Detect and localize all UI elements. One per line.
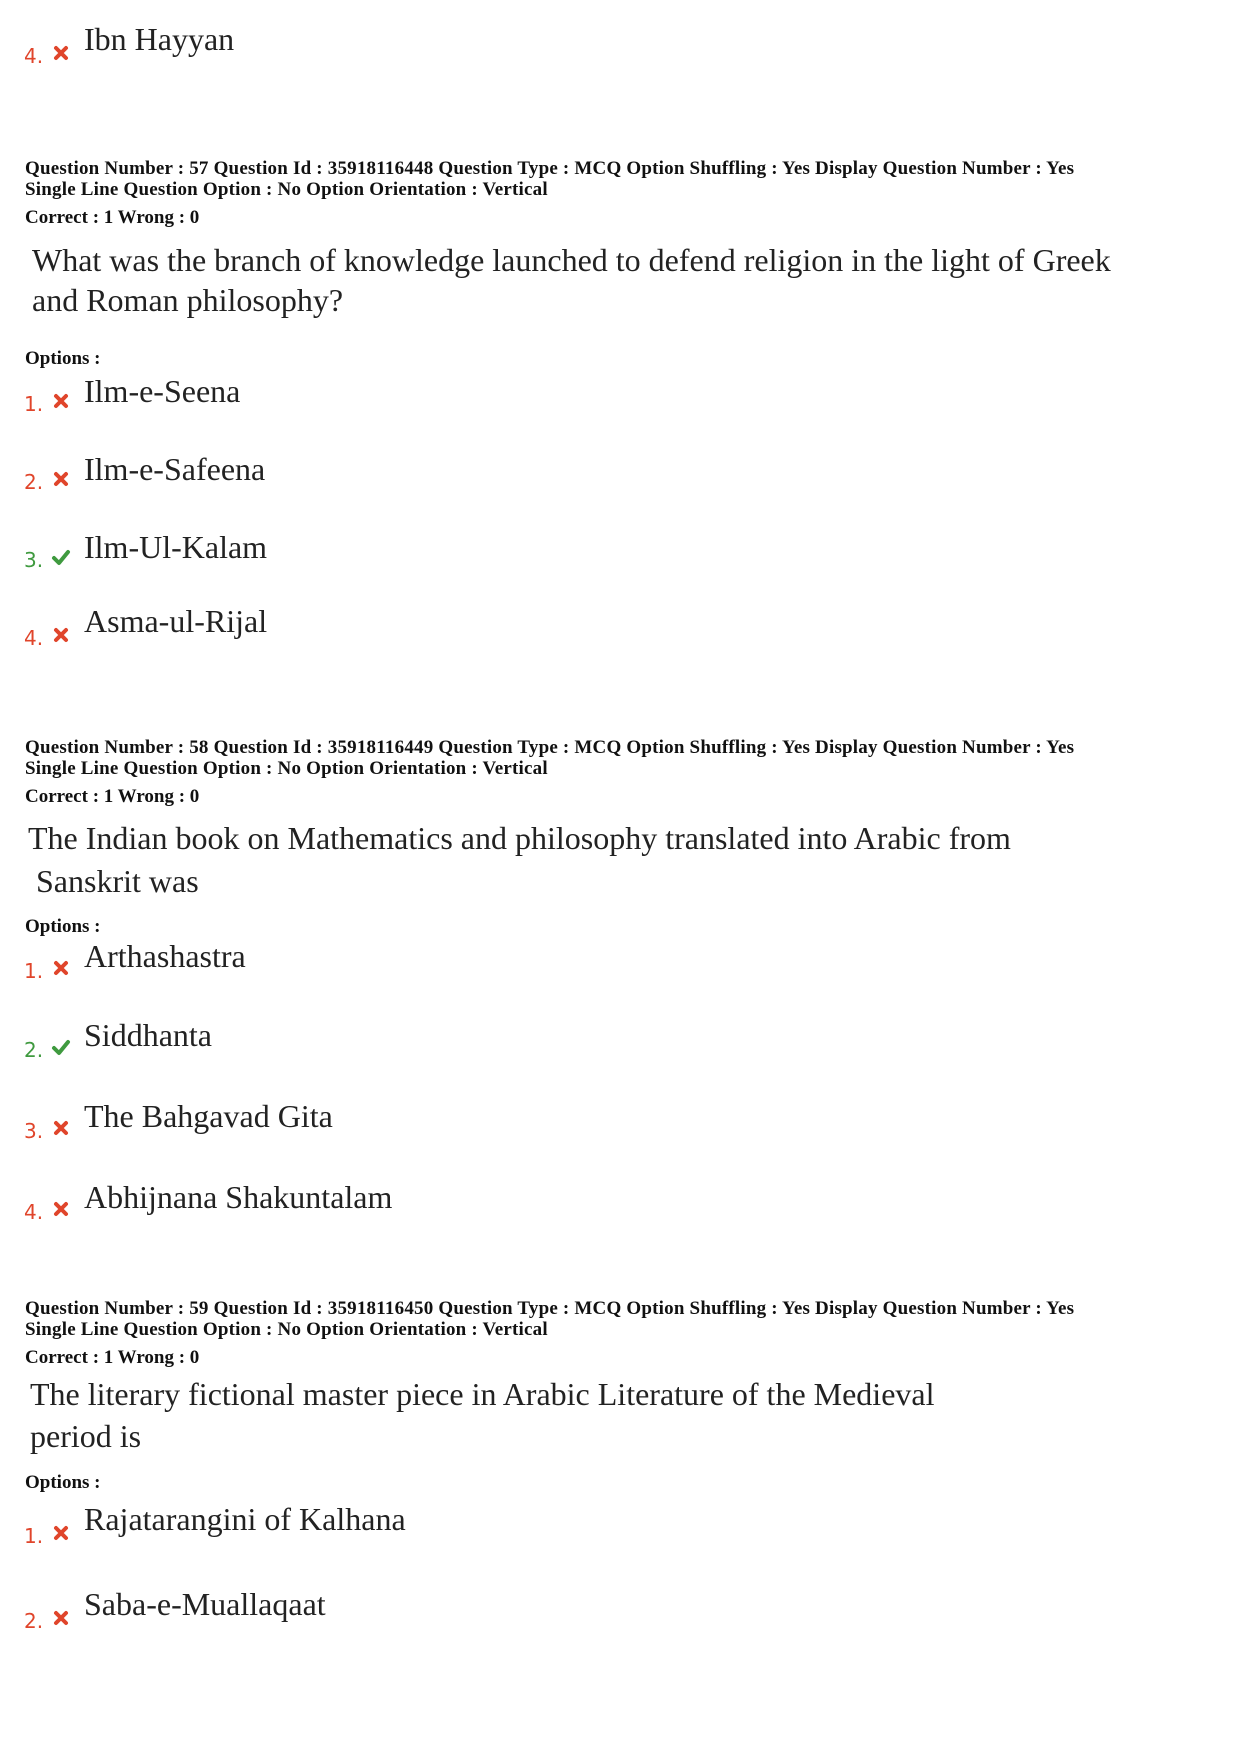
check-mark-icon (50, 1038, 72, 1056)
option-item (24, 604, 724, 650)
option-number: 4. (24, 44, 44, 68)
option-text: Ilm-e-Safeena (84, 451, 266, 487)
options-label: Options : (25, 916, 101, 937)
cross-mark-icon (52, 392, 70, 410)
option-item (24, 526, 724, 572)
option-number: 2. (24, 1609, 44, 1633)
option-number: 2. (24, 1038, 44, 1062)
option-number: 1. (24, 959, 44, 983)
cross-mark-icon (52, 626, 70, 644)
option-number: 3. (24, 548, 44, 572)
cross-mark-icon (52, 959, 70, 977)
option-number: 1. (24, 392, 44, 416)
cross-mark-icon (52, 1119, 70, 1137)
cross-mark-icon (52, 44, 70, 62)
options-label: Options : (25, 348, 101, 369)
option-item (24, 448, 724, 494)
option-text: Asma-ul-Rijal (84, 603, 268, 639)
cross-mark-icon (52, 1200, 70, 1218)
option-item (24, 1016, 724, 1062)
option-text: Arthashastra (84, 938, 246, 974)
question-text-line1: What was the branch of knowledge launched to defend religion in the light of Greek (32, 242, 1111, 278)
correct-wrong-score: Correct : 1 Wrong : 0 (25, 1347, 200, 1368)
option-number: 1. (24, 1524, 44, 1548)
correct-wrong-score: Correct : 1 Wrong : 0 (25, 786, 200, 807)
question-meta-line2: Single Line Question Option : No Option Orientation : Vertical (25, 1319, 548, 1340)
question-meta-line2: Single Line Question Option : No Option Orientation : Vertical (25, 758, 548, 779)
question-meta-line2: Single Line Question Option : No Option Orientation : Vertical (25, 179, 548, 200)
question-text-line1: The Indian book on Mathematics and philosophy translated into Arabic from (28, 820, 1011, 856)
option-item (24, 370, 724, 416)
option-number: 4. (24, 1200, 44, 1224)
option-item (24, 1178, 724, 1224)
question-meta-line1: Question Number : 58 Question Id : 35918116449 Question Type : MCQ Option Shuffling : Yes Display Question Number : Yes (25, 737, 1075, 758)
question-text-line2: and Roman philosophy? (32, 282, 344, 318)
option-number: 3. (24, 1119, 44, 1143)
question-text-line2: period is (30, 1418, 142, 1454)
option-text: The Bahgavad Gita (84, 1098, 333, 1134)
option-item (24, 22, 724, 68)
option-text: Ilm-Ul-Kalam (84, 529, 268, 565)
option-number: 2. (24, 470, 44, 494)
option-text: Saba-e-Muallaqaat (84, 1586, 326, 1622)
option-text: Ibn Hayyan (84, 21, 235, 57)
option-item (24, 937, 724, 983)
cross-mark-icon (52, 470, 70, 488)
option-text: Rajatarangini of Kalhana (84, 1501, 406, 1537)
question-text-line2: Sanskrit was (36, 863, 199, 899)
option-number: 4. (24, 626, 44, 650)
cross-mark-icon (52, 1609, 70, 1627)
question-text-line1: The literary fictional master piece in Arabic Literature of the Medieval (30, 1376, 935, 1412)
option-item (24, 1097, 724, 1143)
option-item (24, 1587, 724, 1633)
options-label: Options : (25, 1472, 101, 1493)
option-text: Abhijnana Shakuntalam (84, 1179, 393, 1215)
cross-mark-icon (52, 1524, 70, 1542)
option-text: Siddhanta (84, 1017, 212, 1053)
question-meta-line1: Question Number : 57 Question Id : 35918116448 Question Type : MCQ Option Shuffling : Yes Display Question Number : Yes (25, 158, 1075, 179)
option-text: Ilm-e-Seena (84, 373, 241, 409)
check-mark-icon (50, 548, 72, 566)
question-meta-line1: Question Number : 59 Question Id : 35918116450 Question Type : MCQ Option Shuffling : Yes Display Question Number : Yes (25, 1298, 1075, 1319)
option-item (24, 1502, 724, 1548)
correct-wrong-score: Correct : 1 Wrong : 0 (25, 207, 200, 228)
